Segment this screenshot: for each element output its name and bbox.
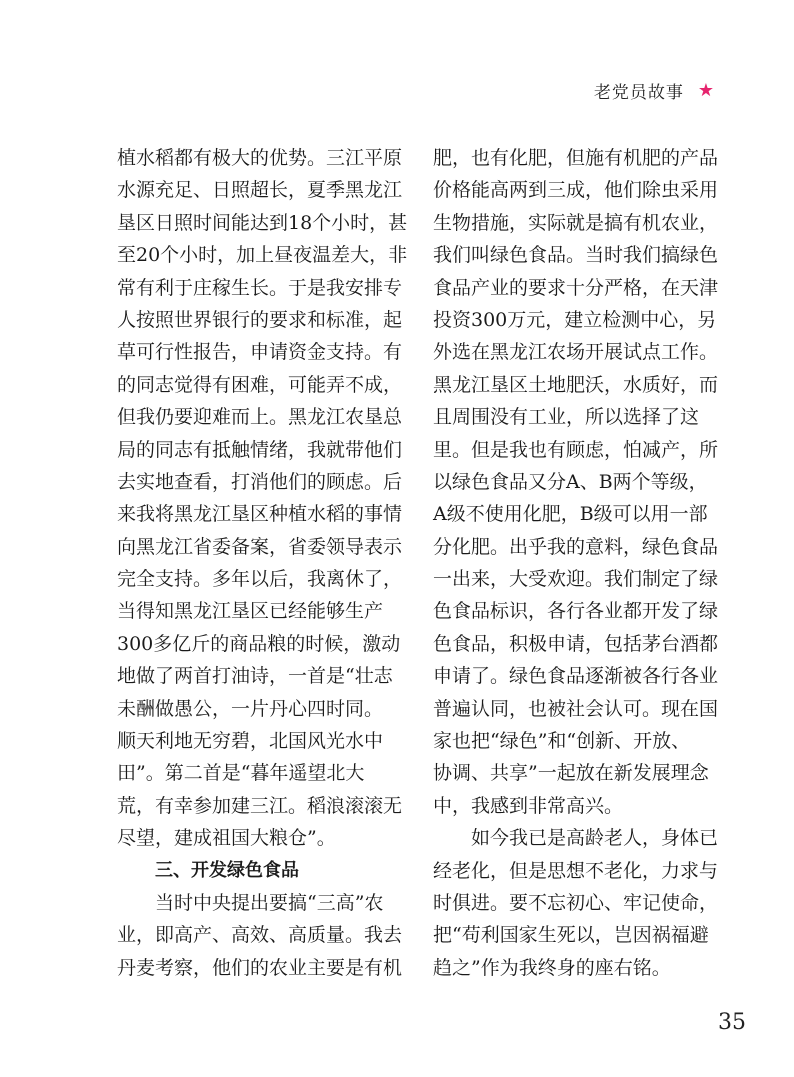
- text-line: 未酬做愚公，一片丹心四时同。: [117, 697, 384, 720]
- text-line: 水源充足、日照超长，夏季黑龙江: [117, 179, 403, 202]
- text-line: 以绿色食品又分A、B两个等级，: [433, 470, 708, 493]
- text-line: 常有利于庄稼生长。于是我安排专: [117, 276, 403, 299]
- text-line: 向黑龙江省委备案，省委领导表示: [117, 535, 403, 558]
- section-heading: 三、开发绿色食品: [155, 859, 299, 881]
- text-line: 色食品标识，各行各业都开发了绿: [433, 600, 719, 623]
- paragraph: [433, 142, 725, 822]
- star-icon: ★: [697, 79, 714, 101]
- text-line: 300多亿斤的商品粮的时候，激动: [117, 632, 401, 655]
- text-line: 且周围没有工业，所以选择了这: [433, 406, 700, 429]
- text-line: 人按照世界银行的要求和标准，起: [117, 308, 403, 331]
- text-line: 价格能高两到三成，他们除虫采用: [433, 179, 719, 202]
- text-line: 生物措施，实际就是搞有机农业，: [433, 211, 719, 234]
- text-line: 丹麦考察，他们的农业主要是有机: [117, 956, 403, 979]
- text-line: 家也把“绿色”和“创新、开放、: [433, 730, 691, 753]
- text-line: 局的同志有抵触情绪，我就带他们: [117, 438, 403, 461]
- text-line: 申请了。绿色食品逐渐被各行各业: [433, 665, 719, 688]
- left-column: [117, 142, 409, 984]
- text-line: 去实地查看，打消他们的顾虑。后: [117, 470, 403, 493]
- text-line: 业，即高产、高效、高质量。我去: [117, 924, 403, 947]
- text-line: 至20个小时，加上昼夜温差大，非: [117, 244, 408, 267]
- text-line: 草可行性报告，申请资金支持。有: [117, 341, 403, 364]
- text-line: 分化肥。出乎我的意料，绿色食品: [433, 535, 719, 558]
- text-line: 黑龙江垦区土地肥沃，水质好，而: [433, 373, 719, 396]
- text-line: 但我仍要迎难而上。黑龙江农垦总: [117, 406, 403, 429]
- text-line: 肥，也有化肥，但施有机肥的产品: [433, 147, 719, 169]
- text-line: 协调、共享”一起放在新发展理念: [433, 762, 709, 785]
- text-line: 完全支持。多年以后，我离休了，: [117, 568, 403, 591]
- text-line: 的同志觉得有困难，可能弄不成，: [117, 373, 403, 396]
- text-line: 荒，有幸参加建三江。稻浪滚滚无: [117, 794, 403, 817]
- text-line: 当时中央提出要搞“三高”农: [155, 891, 384, 914]
- text-line: 时俱进。要不忘初心、牢记使命，: [433, 891, 719, 914]
- text-line: 植水稻都有极大的优势。三江平原: [117, 147, 403, 169]
- text-line: 投资300万元，建立检测中心，另: [433, 308, 717, 331]
- section-title: 老党员故事: [593, 83, 684, 103]
- paragraph: [117, 142, 409, 855]
- text-line: 色食品，积极申请，包括茅台酒都: [433, 632, 719, 655]
- text-line: 来我将黑龙江垦区种植水稻的事情: [117, 503, 403, 526]
- text-line: 一出来，大受欢迎。我们制定了绿: [433, 568, 719, 591]
- text-line: 食品产业的要求十分严格，在天津: [433, 276, 719, 299]
- text-line: 我们叫绿色食品。当时我们搞绿色: [433, 244, 719, 267]
- text-line: 趋之”作为我终身的座右铭。: [433, 956, 671, 979]
- text-line: 外选在黑龙江农场开展试点工作。: [433, 341, 719, 364]
- running-header: [594, 78, 714, 103]
- paragraph: [117, 887, 409, 984]
- right-column: [433, 142, 725, 984]
- text-line: 普遍认同，也被社会认可。现在国: [433, 697, 719, 720]
- text-line: A级不使用化肥，B级可以用一部: [433, 503, 708, 526]
- text-line: 尽望，建成祖国大粮仓”。: [117, 827, 336, 850]
- text-line: 如今我已是高龄老人，身体已: [471, 827, 719, 850]
- text-line: 中，我感到非常高兴。: [433, 794, 624, 817]
- text-line: 经老化，但是思想不老化，力求与: [433, 859, 719, 882]
- page-number: 35: [718, 1010, 746, 1035]
- text-line: 垦区日照时间能达到18个小时，甚: [117, 211, 408, 234]
- text-line: 把“苟利国家生死以，岂因祸福避: [433, 924, 709, 947]
- paragraph: [433, 822, 725, 984]
- text-line: 地做了两首打油诗，一首是“壮志: [117, 665, 393, 688]
- text-line: 田”。第二首是“暮年遥望北大: [117, 762, 365, 785]
- text-line: 顺天利地无穷碧，北国风光水中: [117, 730, 384, 753]
- text-line: 当得知黑龙江垦区已经能够生产: [117, 600, 384, 623]
- text-line: 里。但是我也有顾虑，怕减产，所: [433, 438, 719, 461]
